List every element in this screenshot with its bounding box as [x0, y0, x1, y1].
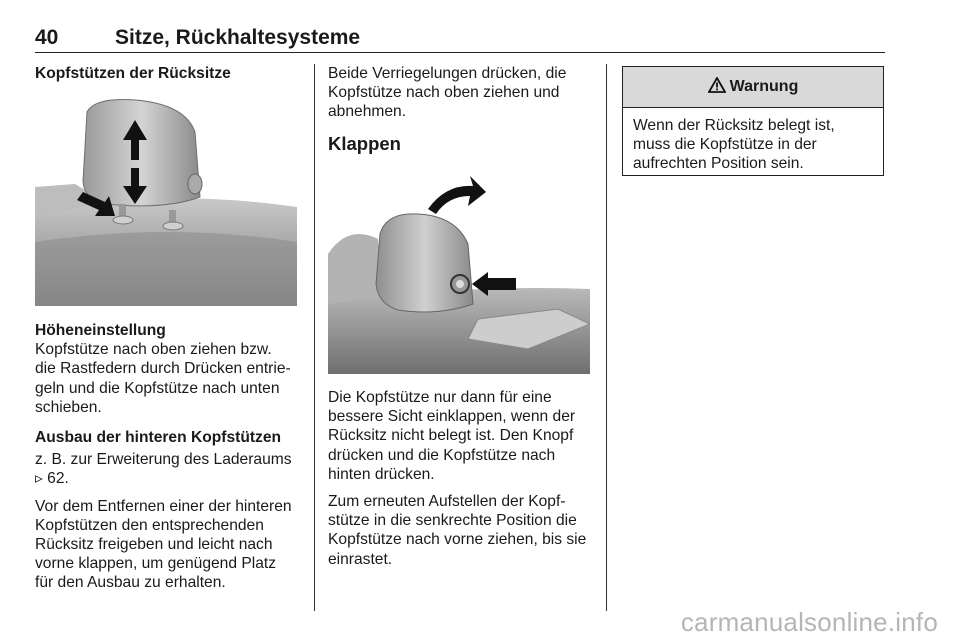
height-text-line: Kopfstütze nach oben ziehen bzw.: [35, 341, 272, 359]
warning-text-line: Wenn der Rücksitz belegt ist,: [633, 117, 835, 134]
column-1: [35, 64, 305, 83]
fold-text-line: hinten drücken.: [328, 465, 435, 483]
fold-heading: Klappen: [328, 132, 401, 154]
watermark: carmanualsonline.info: [680, 607, 938, 637]
removal-text-line: vorne klappen, um genügend Platz: [35, 555, 277, 573]
figure-headrest-height: [35, 92, 297, 306]
intro-text-line: abnehmen.: [328, 103, 407, 121]
height-text-line: geln und die Kopfstütze nach unten: [35, 379, 280, 397]
removal-heading: Ausbau der hinteren Kopfstützen: [35, 429, 282, 447]
warning-text-line: muss die Kopfstütze in der: [633, 136, 817, 154]
fold-text-line: Rücksitz nicht belegt ist. Den Knopf: [328, 427, 574, 445]
removal-text-line: Vor dem Entfernen einer der hinteren: [35, 497, 292, 515]
column-2: [328, 64, 600, 153]
fold-text-line: einrastet.: [328, 550, 393, 568]
removal-text-line: z. B. zur Erweiterung des Laderaums: [35, 451, 292, 469]
fold-text-line: stütze in die senkrechte Position die: [328, 512, 577, 530]
warning-text-line: aufrechten Position sein.: [633, 155, 804, 173]
fold-section: [328, 388, 600, 569]
height-text-line: schieben.: [35, 398, 102, 416]
intro-text-line: Beide Verriegelungen drücken, die: [328, 65, 567, 82]
warning-box: [622, 66, 884, 176]
removal-text-line: Rücksitz freigeben und leicht nach: [35, 536, 273, 554]
figure-headrest-fold: [328, 164, 590, 374]
warning-title: Warnung: [729, 78, 799, 95]
intro-text-line: Kopfstütze nach oben ziehen und: [328, 84, 560, 102]
warning-body: [623, 108, 883, 182]
chapter-title: Sitze, Rückhaltesysteme: [115, 26, 361, 49]
fold-text-line: Kopfstütze nach vorne ziehen, bis sie: [328, 531, 587, 549]
page-reference-link[interactable]: ▹ 62.: [35, 470, 69, 488]
page-header: [35, 22, 885, 53]
rear-headrest-height-adjust-illustration: [35, 92, 297, 306]
height-heading: Höheneinstellung: [35, 322, 166, 339]
height-text-line: die Rastfedern durch Drücken entrie-: [35, 360, 291, 378]
fold-text-line: Die Kopfstütze nur dann für eine: [328, 389, 552, 406]
section-title: Kopfstützen der Rücksitze: [35, 65, 231, 82]
fold-text-line: drücken und die Kopfstütze nach: [328, 446, 556, 464]
column-divider-1: [314, 64, 315, 611]
warning-header: [623, 67, 883, 108]
page-number: 40: [35, 26, 59, 49]
removal-text-line: Kopfstützen den entsprechenden: [35, 516, 264, 534]
fold-text-line: bessere Sicht einklappen, wenn der: [328, 408, 576, 426]
removal-text-line: für den Ausbau zu erhalten.: [35, 574, 226, 592]
warning-triangle-icon: [708, 77, 726, 98]
height-section: [35, 321, 305, 593]
fold-text-line: Zum erneuten Aufstellen der Kopf-: [328, 493, 566, 511]
column-divider-2: [606, 64, 607, 611]
rear-headrest-fold-illustration: [328, 164, 590, 374]
